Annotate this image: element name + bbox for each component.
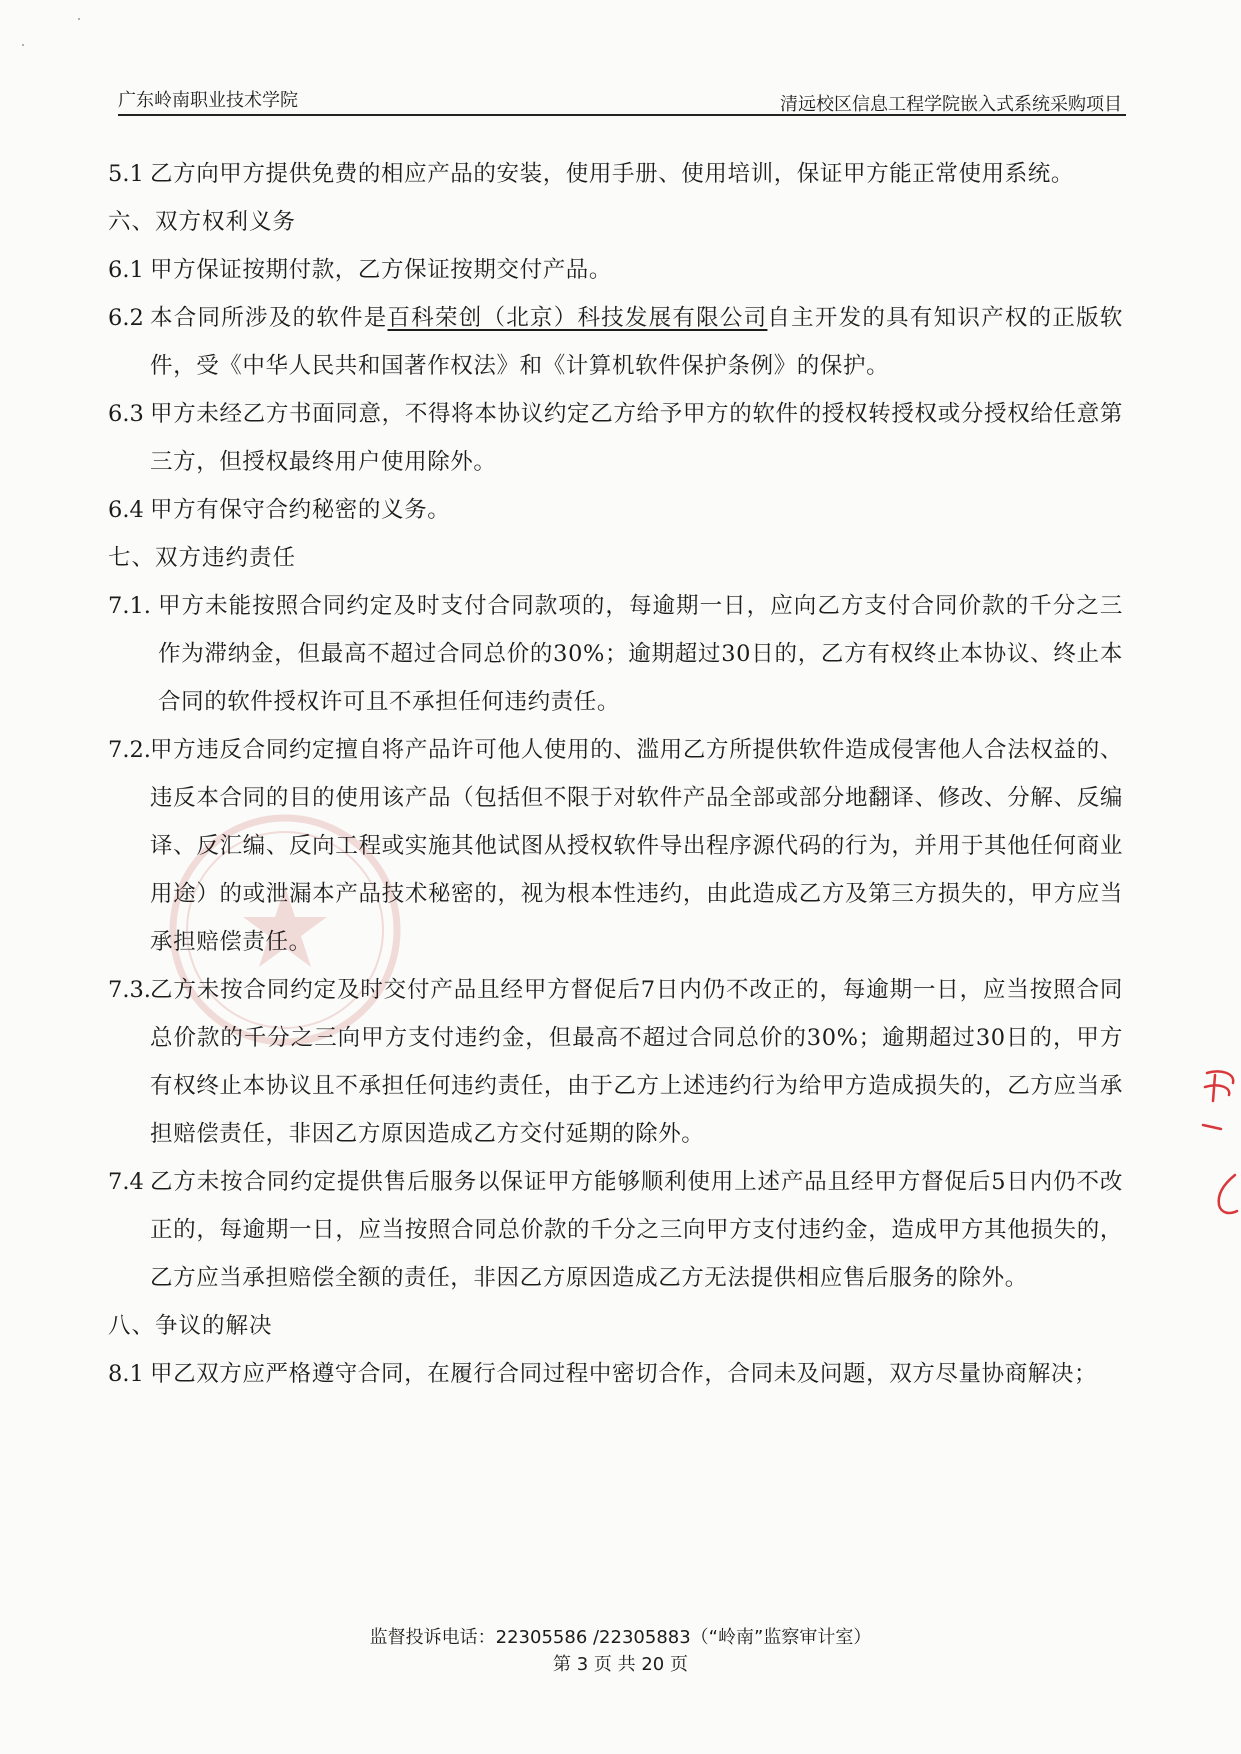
clause-text-rest: 自主开发的具有知识产权的正版软件，受《中华人民共和国著作权法》和《计算机软件保护条例》的保护。 xyxy=(150,305,1123,379)
clause-text xyxy=(150,294,1123,390)
clause-text: 甲方违反合同约定擅自将产品许可他人使用的、滥用乙方所提供软件造成侵害他人合法权益的、违反本合同的目的使用该产品（包括但不限于对软件产品全部或部分地翻译、修改、分解、反编译、反汇编、反向工程或实施其他试图从授权软件导出程序源代码的行为，并用于其他任何商业用途）的或泄漏本产品技术秘密的，视为根本性违约，由此造成乙方及第三方损失的，甲方应当承担赔偿责任。 xyxy=(150,737,1123,955)
clause-number: 5.1 xyxy=(108,161,144,187)
clause-text: 甲方有保守合约秘密的义务。 xyxy=(150,497,451,523)
clause-number: 7.2. xyxy=(108,737,151,763)
clause-number: 6.4 xyxy=(108,497,144,523)
clause-number: 7.3. xyxy=(108,977,151,1003)
clause-7-4 xyxy=(108,1158,1123,1302)
header-project-title: 清远校区信息工程学院嵌入式系统采购项目 xyxy=(780,94,1122,115)
clause-5-1 xyxy=(108,150,1123,198)
clause-text: 甲方保证按期付款，乙方保证按期交付产品。 xyxy=(150,257,613,283)
clause-text: 乙方未按合同约定及时交付产品且经甲方督促后7日内仍不改正的，每逾期一日，应当按照合同总价款的千分之三向甲方支付违约金，但最高不超过合同总价的30%；逾期超过30日的，甲方有权终止本协议且不承担任何违约责任，由于乙方上述违约行为给甲方造成损失的，乙方应当承担赔偿责任，非因乙方原因造成乙方交付延期的除外。 xyxy=(150,977,1123,1147)
vendor-company-name: 百科荣创（北京）科技发展有限公司 xyxy=(387,305,768,331)
clause-6-3 xyxy=(108,390,1123,486)
page-number: 第 3 页 共 20 页 xyxy=(553,1654,688,1675)
clause-7-1 xyxy=(108,582,1123,726)
clause-number: 8.1 xyxy=(108,1361,144,1387)
clause-number: 6.2 xyxy=(108,305,144,331)
clause-number: 7.4 xyxy=(108,1169,144,1195)
clause-7-3 xyxy=(108,966,1123,1158)
clause-6-1 xyxy=(108,246,1123,294)
clause-number: 6.1 xyxy=(108,257,144,283)
clause-text: 乙方未按合同约定提供售后服务以保证甲方能够顺利使用上述产品且经甲方督促后5日内仍不改正的，每逾期一日，应当按照合同总价款的千分之三向甲方支付违约金，造成甲方其他损失的，乙方应当承担赔偿全额的责任，非因乙方原因造成乙方无法提供相应售后服务的除外。 xyxy=(150,1169,1123,1291)
section-heading-7: 七、双方违约责任 xyxy=(108,545,297,571)
scan-speck xyxy=(78,18,80,20)
section-heading-8: 八、争议的解决 xyxy=(108,1313,273,1339)
clause-8-1 xyxy=(108,1350,1123,1398)
scan-speck xyxy=(22,44,24,46)
section-heading-6: 六、双方权利义务 xyxy=(108,209,297,235)
clause-7-2 xyxy=(108,726,1123,966)
red-pen-mark-icon xyxy=(1195,1065,1241,1225)
clause-text-lead: 本合同所涉及的软件是 xyxy=(150,305,388,331)
clause-6-2 xyxy=(108,294,1123,390)
clause-text: 甲方未能按照合同约定及时支付合同款项的，每逾期一日，应向乙方支付合同价款的千分之三作为滞纳金，但最高不超过合同总价的30%；逾期超过30日的，乙方有权终止本协议、终止本合同的软件授权许可且不承担任何违约责任。 xyxy=(158,593,1123,715)
complaint-hotline: 监督投诉电话：22305586 /22305883（“岭南”监察审计室） xyxy=(369,1627,872,1648)
header-divider xyxy=(118,114,1126,116)
clause-text: 乙方向甲方提供免费的相应产品的安装，使用手册、使用培训，保证甲方能正常使用系统。 xyxy=(150,161,1075,187)
clause-number: 7.1. xyxy=(108,593,151,619)
header-institution: 广东岭南职业技术学院 xyxy=(118,90,298,111)
clause-number: 6.3 xyxy=(108,401,144,427)
clause-text: 甲乙双方应严格遵守合同，在履行合同过程中密切合作，合同未及问题，双方尽量协商解决； xyxy=(150,1361,1098,1387)
page-header xyxy=(118,82,1126,116)
clause-text: 甲方未经乙方书面同意，不得将本协议约定乙方给予甲方的软件的授权转授权或分授权给任意第三方，但授权最终用户使用除外。 xyxy=(150,401,1123,475)
clause-6-4 xyxy=(108,486,1123,534)
contract-body xyxy=(108,150,1123,1398)
